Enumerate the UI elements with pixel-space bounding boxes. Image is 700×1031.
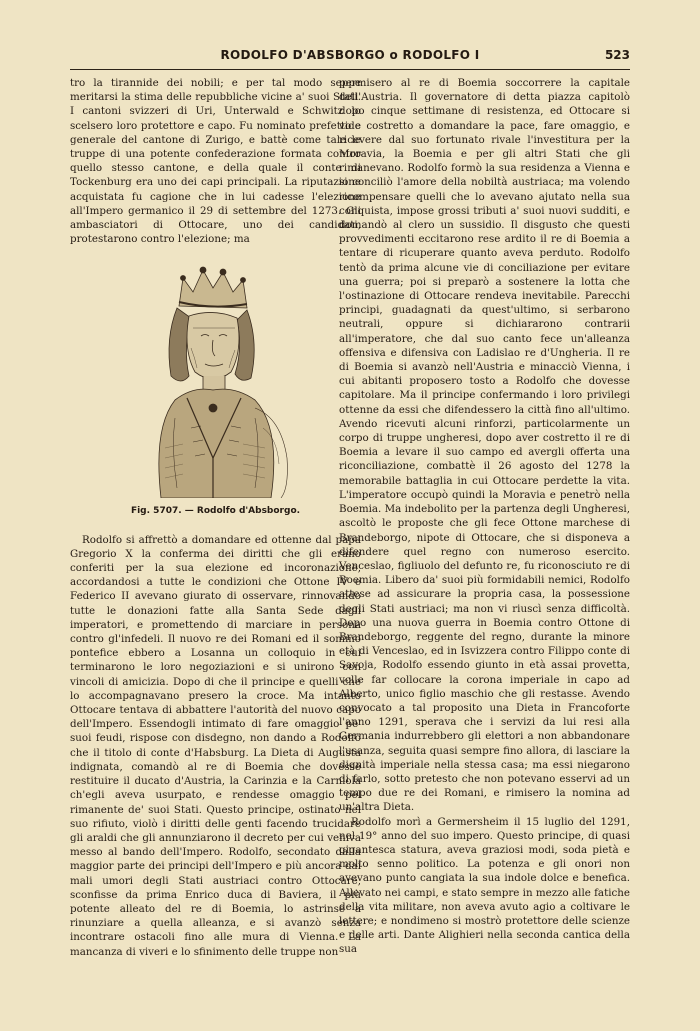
left-paragraph-2: Rodolfo si affrettò a domandare ed ottenne dal papa Gregorio X la conferma dei diritti che gli erano conferiti per la sua elezione ed incoronazione, accordandosi a tutte le condizioni che Ottone IV e Federico II avevano giurato di osservare, rinnovando tutte le donazioni fatte alla Santa Sede dagli imperatori, e promettendo di marciare in persona contro gl'infedeli. Il nuovo re dei Romani ed il sommo pontefice ebbero a Losanna un colloquio in cui terminarono le loro negoziazioni e si unirono con vincoli di amicizia. Dopo di che il principe e quelli che lo accompagnavano presero la croce. Ma intanto Ottocare tentava di abbattere l'autorità del nuovo capo dell'Impero. Essendogli intimato di fare omaggio pe' suoi feudi, rispose con disdegno, non dando a Rodolfo che il titolo di conte d'Habsburg. La Dieta di Augusta indignata, comandò al re di Boemia che dovesse restituire il ducato d'Austria, la Carinzia e la Carniola ch'egli aveva usurpato, e rendesse omaggio pel rimanente de' suoi Stati. Questo principe, ostinato nel suo rifiuto, violò i diritti delle genti facendo trucidare gli araldi che gli annunziarono il decreto per cui veniva messo al bando dell'Impero. Rodolfo, secondato dalla maggior parte dei principi dell'Impero e più ancora dai mali umori degli Stati austriaci contro Ottocare, sconfisse da prima Enrico duca di Baviera, il più potente alleato del re di Boemia, lo astrinse a rinunziare a quella alleanza, e si avanzò senza incontrare ostacoli fino alle mura di Vienna. La mancanza di viveri e lo sfinimento delle truppe non <box>70 533 361 958</box>
left-column <box>70 76 361 959</box>
portrait-figure <box>70 258 361 518</box>
header-rule <box>70 69 630 70</box>
right-column <box>339 76 630 957</box>
rodolfo-portrait-engraving <box>131 258 301 498</box>
running-header <box>70 48 630 66</box>
right-paragraph-2: Rodolfo morì a Germersheim il 15 luglio del 1291, nel 19° anno del suo impero. Questo principe, di quasi gigantesca statura, aveva graziosi modi, soda pietà e molto senno politico. La potenza e gli onori non avevano punto cangiata la sua indole dolce e benefica. Allevato nei campi, e stato sempre in mezzo alle fatiche della vita militare, non aveva avuto agio a coltivare le lettere; e nondimeno si mostrò protettore delle scienze e delle arti. Dante Alighieri nella seconda cantica della sua <box>339 815 630 956</box>
right-paragraph-1: permisero al re di Boemia soccorrere la capitale dell'Austria. Il governatore di detta piazza capitolò dopo cinque settimane di resistenza, ed Ottocare si vide costretto a domandare la pace, fare omaggio, e ricevere dal suo fortunato rivale l'investitura per la Moravia, la Boemia e per gli altri Stati che gli rimanevano. Rodolfo formò la sua residenza a Vienna e si conciliò l'amore della nobiltà austriaca; ma volendo ricompensare quelli che lo avevano ajutato nella sua conquista, impose grossi tributi a' suoi nuovi sudditi, e domandò al clero un sussidio. Il disgusto che questi provvedimenti eccitarono rese ardito il re di Boemia a tentare di ricuperare quanto aveva perduto. Rodolfo tentò da prima alcune vie di conciliazione per evitare una guerra; poi si preparò a sostenere la lotta che l'ostinazione di Ottocare rendeva inevitabile. Parecchi principi, guadagnati da quest'ultimo, si serbarono neutrali, oppure si dichiararono contrarii all'imperatore, che dal suo canto fece un'alleanza offensiva e difensiva con Ladislao re d'Ungheria. Il re di Boemia si avanzò nell'Austria e minacciò Vienna, i cui abitanti proposero tosto a Rodolfo che dovesse capitolare. Ma il principe confermando i loro privilegi ottenne da essi che difendessero la città fino all'ultimo. Avendo ricevuti alcuni rinforzi, particolarmente un corpo di truppe ungheresi, dopo aver costretto il re di Boemia a levare il suo campo ed avergli offerta una riconciliazione, combattè il 26 agosto del 1278 la memorabile battaglia in cui Ottocare perdette la vita. L'imperatore occupò quindi la Moravia e penetrò nella Boemia. Ma indebolito per la partenza degli Ungheresi, ascoltò le proposte che gli fece Ottone marchese di Brandeborgo, nipote di Ottocare, che si disponeva a difendere quel regno con numeroso esercito. Venceslao, figliuolo del defunto re, fu riconosciuto re di Boemia. Libero da' suoi più formidabili nemici, Rodolfo attese ad assicurare la propria casa, la possessione degli Stati austriaci; ma non vi riuscì senza difficoltà. Dopo una nuova guerra in Boemia contro Ottone di Brandeborgo, reggente del regno, durante la minore età di Venceslao, ed in Isvizzera contro Filippo conte di Savoja, Rodolfo essendo giunto in età assai provetta, volle far collocare la corona imperiale in capo ad Alberto, unico figlio maschio che gli restasse. Avendo convocato a tal proposito una Dieta in Francoforte l'anno 1291, sperava che i servizi da lui resi alla Germania indurrebbero gli elettori a non abbandonare l'usanza, seguita quasi sempre fino allora, di lasciare la dignità imperiale nella stessa casa; ma essi niegarono di farlo, sotto pretesto che non potevano esservi ad un tempo due re dei Romani, e rimisero la nomina ad un'altra Dieta. <box>339 77 630 814</box>
page-number: 523 <box>604 48 630 62</box>
left-paragraph-1: tro la tirannide dei nobili; e per tal modo seppe meritarsi la stima delle repubbliche vicine a' suoi Stati. I cantoni svizzeri di Uri, Unterwald e Schwitz lo scelsero loro protettore e capo. Fu nominato prefetto e generale del cantone di Zurigo, e battè come tale le truppe di una potente confederazione formata contro quello stesso cantone, e della quale il conte di Tockenburg era uno dei capi principali. La riputazione acquistata fu cagione che in lui cadesse l'elezione all'Impero germanico il 29 di settembre del 1273. Gli ambasciatori di Ottocare, uno dei candidati, protestarono contro l'elezione; ma <box>70 77 361 246</box>
figure-caption: Fig. 5707. — Rodolfo d'Absborgo. <box>130 506 301 517</box>
running-title: RODOLFO D'ABSBORGO o RODOLFO I <box>220 48 480 62</box>
